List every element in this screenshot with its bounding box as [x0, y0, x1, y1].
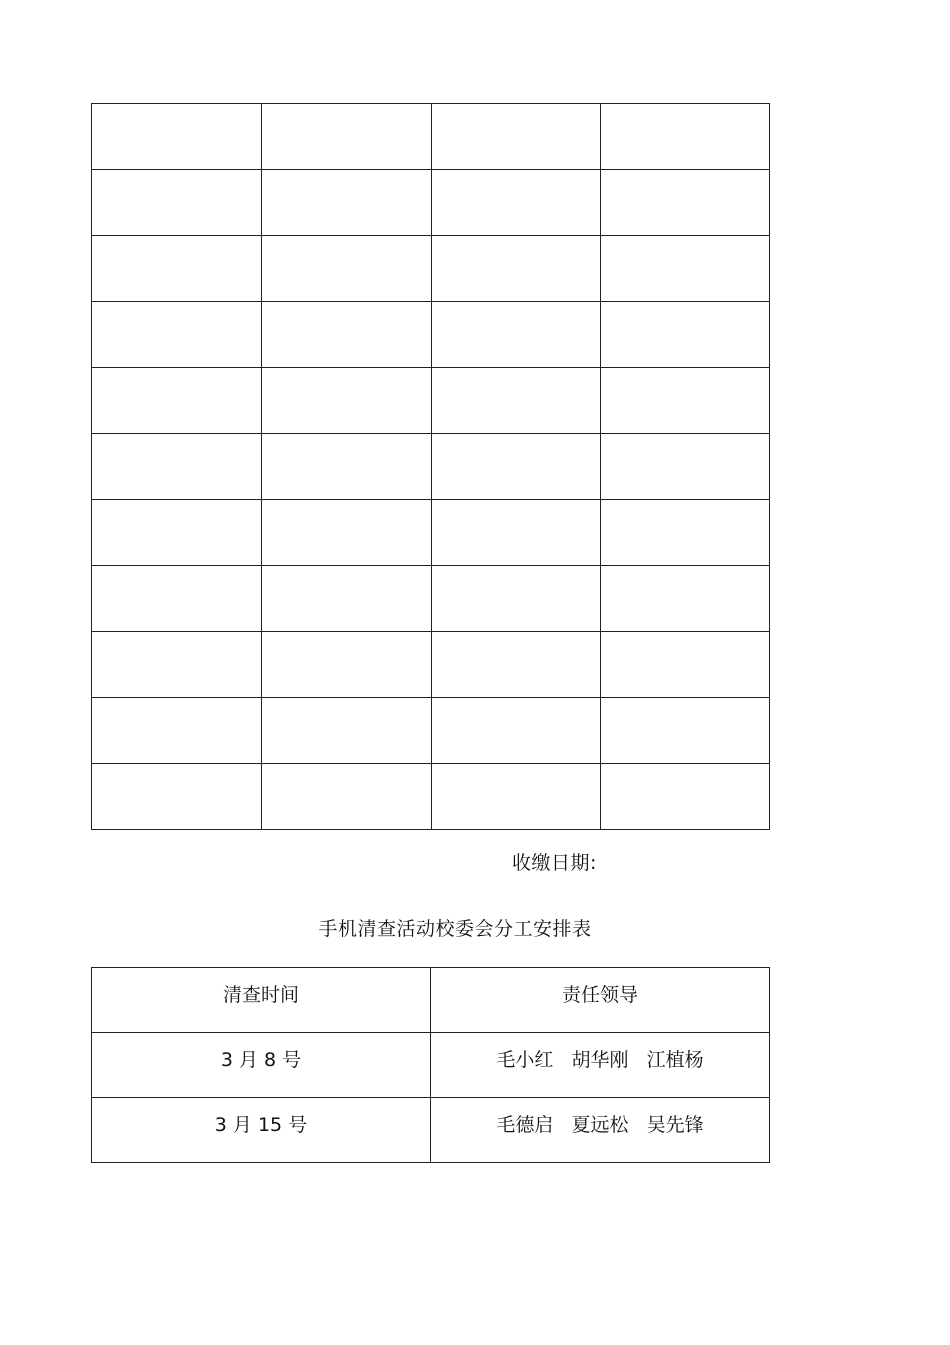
table-cell [601, 104, 770, 170]
table-cell [601, 368, 770, 434]
table-cell [601, 434, 770, 500]
table-row [92, 170, 770, 236]
table-cell [262, 302, 432, 368]
leaders-cell: 毛德启 夏远松 吴先锋 [431, 1098, 770, 1163]
table-cell [601, 500, 770, 566]
table-cell [432, 500, 601, 566]
table-row [92, 368, 770, 434]
table-cell [432, 434, 601, 500]
schedule-title: 手机清查活动校委会分工安排表 [318, 918, 592, 940]
table-row [92, 566, 770, 632]
leaders-cell: 毛小红 胡华刚 江植杨 [431, 1033, 770, 1098]
table-cell [262, 566, 432, 632]
table-cell [432, 104, 601, 170]
table-row [92, 764, 770, 830]
table-row [92, 632, 770, 698]
table-row [92, 1098, 770, 1163]
table-cell [92, 566, 262, 632]
table-cell [601, 632, 770, 698]
table-cell [92, 698, 262, 764]
table-header-row [92, 968, 770, 1033]
table-cell [262, 434, 432, 500]
table-cell [432, 236, 601, 302]
table-cell [432, 302, 601, 368]
table-cell [92, 302, 262, 368]
table-cell [432, 764, 601, 830]
header-responsible-leaders: 责任领导 [431, 968, 770, 1033]
table-cell [432, 170, 601, 236]
table-cell [601, 698, 770, 764]
table-cell [432, 698, 601, 764]
table-cell [262, 764, 432, 830]
table-cell [432, 368, 601, 434]
table-cell [262, 632, 432, 698]
table-cell [92, 500, 262, 566]
table-cell [92, 434, 262, 500]
table-row [92, 1033, 770, 1098]
table-cell [92, 368, 262, 434]
table-cell [262, 170, 432, 236]
table-cell [601, 302, 770, 368]
table-cell [262, 236, 432, 302]
table-cell [432, 632, 601, 698]
table-row [92, 236, 770, 302]
table-cell [601, 170, 770, 236]
table-cell [92, 170, 262, 236]
table-cell [601, 236, 770, 302]
table-cell [92, 632, 262, 698]
check-date-cell: 3 月 8 号 [92, 1033, 431, 1098]
check-date-cell: 3 月 15 号 [92, 1098, 431, 1163]
table-cell [92, 104, 262, 170]
table-cell [262, 104, 432, 170]
blank-record-table [91, 103, 770, 830]
table-row [92, 302, 770, 368]
table-cell [92, 236, 262, 302]
table-row [92, 500, 770, 566]
blank-record-table-body [92, 104, 770, 830]
table-cell [262, 368, 432, 434]
table-row [92, 104, 770, 170]
table-cell [601, 566, 770, 632]
table-cell [92, 764, 262, 830]
table-row [92, 698, 770, 764]
table-cell [432, 566, 601, 632]
table-row [92, 434, 770, 500]
header-check-time: 清查时间 [92, 968, 431, 1033]
table-cell [262, 500, 432, 566]
schedule-table [91, 967, 770, 1163]
collection-date-label: 收缴日期: [512, 852, 597, 874]
table-cell [262, 698, 432, 764]
table-cell [601, 764, 770, 830]
